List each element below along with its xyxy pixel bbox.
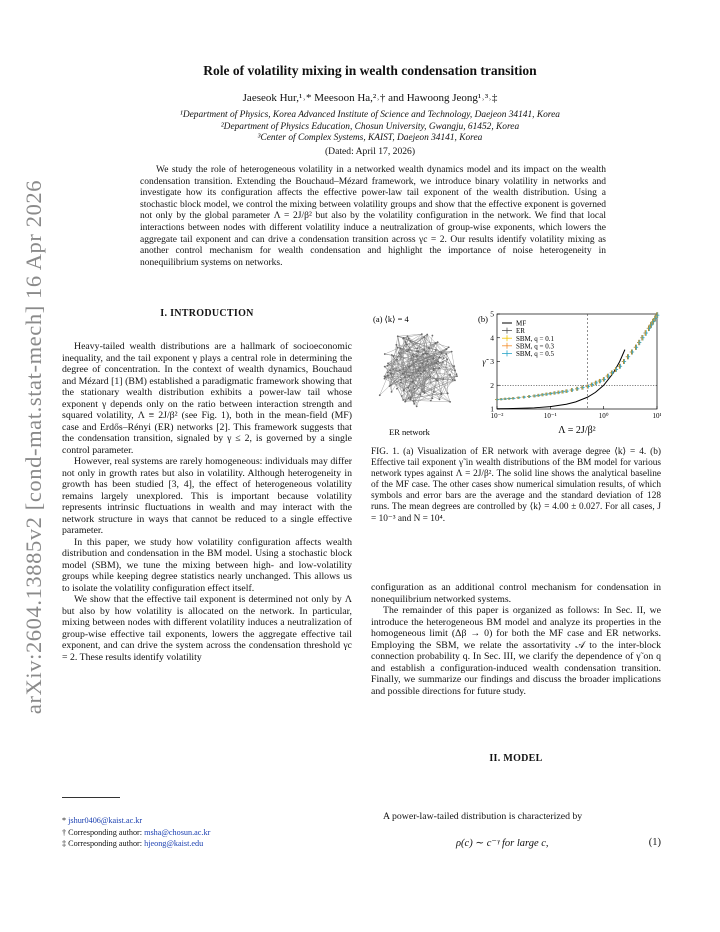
network-node (406, 350, 408, 352)
network-node (408, 349, 410, 351)
network-node (397, 335, 399, 337)
network-node (424, 353, 426, 355)
x-tick-label: 10⁰ (598, 412, 609, 420)
network-node (390, 384, 392, 386)
network-node (449, 374, 451, 376)
legend-label: SBM, q = 0.5 (516, 350, 554, 358)
network-node (443, 357, 445, 359)
network-edge (452, 352, 455, 366)
network-node (396, 388, 398, 390)
network-node (384, 366, 386, 368)
y-tick-label: 5 (490, 309, 494, 319)
email-link-1[interactable]: jshur0406@kaist.ac.kr (68, 816, 143, 825)
network-node (454, 379, 456, 381)
network-node (389, 369, 391, 371)
panel-b-label: (b) (478, 314, 488, 324)
network-node (416, 355, 418, 357)
network-node (404, 401, 406, 403)
legend-label: ER (516, 327, 525, 336)
network-node (433, 368, 435, 370)
legend-label: MF (516, 319, 527, 328)
network-node (390, 372, 392, 374)
network-node (411, 354, 413, 356)
tail-exponent-chart (482, 310, 661, 437)
y-tick-label: 4 (490, 333, 494, 343)
y-tick-label: 3 (490, 357, 494, 366)
network-node (439, 367, 441, 369)
network-node (413, 403, 415, 405)
network-node (456, 373, 458, 375)
y-axis-label: γ̃ (482, 356, 486, 367)
network-node (391, 354, 393, 356)
network-edge (435, 343, 448, 347)
footnote-3: ‡ Corresponding author: hjeong@kaist.edu (62, 839, 204, 848)
network-node (439, 356, 441, 358)
intro-paragraph-2: However, real systems are rarely homogeneous: individuals may differ not only in growth rates but also in volatility. Although heterogeneity in growth has been studied [3, 4], the effect of heterogeneous volatility remains largely unexplored. This is important because volatility represents intrinsic fluctuations in wealth and may interact with the network structure in ways that cannot be reduced to a single effective parameter. (62, 456, 352, 536)
network-node (426, 353, 428, 355)
network-node (446, 358, 448, 360)
figure-1-caption: FIG. 1. (a) Visualization of ER network with average degree ⟨k⟩ = 4. (b) Effective tail exponent γ̃ in wealth distributions of the BM model for various network types against Λ = 2J/β². The solid line shows the analytical baseline of the MF case. The other cases show numerical simulation results, of which symbols and error bars are the average and the standard deviation of 128 runs. The mean degrees are controlled by ⟨k⟩ = 4.00 ± 0.027. For all cases, J = 10⁻³ and N = 10⁴. (371, 447, 661, 524)
email-link-2[interactable]: msha@chosun.ac.kr (144, 827, 211, 837)
email-link-3[interactable]: hjeong@kaist.edu (144, 839, 204, 848)
network-node (424, 349, 426, 351)
equation-1-body: ρ(c) ∼ c⁻ᵞ for large c, (456, 838, 549, 849)
network-node (433, 391, 435, 393)
network-node (448, 346, 450, 348)
equation-1-number: (1) (648, 837, 661, 848)
network-node (429, 376, 431, 378)
network-node (441, 352, 443, 354)
network-node (384, 375, 386, 377)
affiliation-2: ²Department of Physics Education, Chosun University, Gwangju, 61452, Korea (220, 121, 520, 132)
section-heading-introduction: I. INTRODUCTION (160, 308, 254, 319)
network-node (433, 357, 435, 359)
intro-continued (371, 582, 661, 697)
network-node (402, 399, 404, 401)
intro-section (62, 308, 352, 663)
legend-label: SBM, q = 0.1 (516, 334, 554, 343)
paper-date: (Dated: April 17, 2026) (324, 146, 416, 157)
network-node (414, 388, 416, 390)
network-node (420, 373, 422, 375)
network-node (419, 394, 421, 396)
network-node (403, 390, 405, 392)
network-node (416, 347, 418, 349)
network-edge (398, 334, 422, 336)
network-node (401, 395, 403, 397)
network-node (387, 363, 389, 365)
network-node (446, 392, 448, 394)
network-node (426, 334, 428, 336)
affiliation-1: ¹Department of Physics, Korea Advanced Institute of Science and Technology, Daejeon 34141, Korea (180, 110, 560, 120)
network-node (379, 394, 381, 396)
network-node (424, 392, 426, 394)
figure-1-svg (371, 308, 661, 440)
network-node (439, 398, 441, 400)
network-node (452, 379, 454, 381)
network-node (387, 372, 389, 374)
network-node (442, 361, 444, 363)
network-node (399, 370, 401, 372)
network-node (453, 365, 455, 367)
network-node (418, 350, 420, 352)
network-node (410, 397, 412, 399)
network-node (408, 366, 410, 368)
network-node (398, 352, 400, 354)
panel-a-label: (a) ⟨k⟩ = 4 (373, 314, 409, 324)
intro-outline-paragraph: The remainder of this paper is organized as follows: In Sec. II, we introduce the heterogeneous BM model and analyze its properties in the homogeneous limit (Δβ → 0) for both the MF case and ER networks. Employing the SBM, we relate the assortativity 𝒜 to the inter-block connection probability q. In Sec. III, we clarify the dependence of γ̃ on q and establish a configuration-induced wealth condensation transition. Finally, we summarize our findings and discuss the broader implications and possible directions for future study. (371, 605, 661, 697)
network-node (432, 397, 434, 399)
network-node (422, 353, 424, 355)
x-tick-label: 10⁻¹ (543, 412, 557, 420)
network-node (409, 390, 411, 392)
network-node (430, 400, 432, 402)
model-intro-text: A power-law-tailed distribution is characterized by (383, 811, 583, 822)
network-node (407, 335, 409, 337)
network-edge (390, 336, 408, 386)
network-node (400, 348, 402, 350)
network-node (396, 359, 398, 361)
network-node (423, 336, 425, 338)
network-node (446, 353, 448, 355)
footnote-1: * jshur0406@kaist.ac.kr (62, 816, 143, 825)
network-node (397, 347, 399, 349)
network-node (408, 338, 410, 340)
intro-continued-paragraph: configuration as an additional control mechanism for condensation in nonequilibrium networked systems. (371, 582, 661, 605)
x-axis-label: Λ = 2J/β² (558, 425, 596, 436)
paper-title: Role of volatility mixing in wealth condensation transition (203, 63, 537, 78)
network-node (387, 365, 389, 367)
network-node (407, 397, 409, 399)
network-node (440, 393, 442, 395)
section-heading-model: II. MODEL (489, 753, 543, 764)
network-node (400, 381, 402, 383)
network-node (416, 405, 418, 407)
footnotes (62, 815, 210, 850)
network-node (451, 351, 453, 353)
network-node (409, 340, 411, 342)
network-node (391, 391, 393, 393)
network-node (409, 399, 411, 401)
network-node (384, 378, 386, 380)
network-node (404, 341, 406, 343)
network-node (437, 341, 439, 343)
panel-a-caption: ER network (389, 427, 430, 437)
network-node (404, 376, 406, 378)
network-node (392, 368, 394, 370)
network-node (419, 367, 421, 369)
legend-label: SBM, q = 0.3 (516, 342, 554, 351)
network-node (422, 363, 424, 365)
network-node (436, 362, 438, 364)
network-node (446, 348, 448, 350)
author-list: Jaeseok Hur,¹˒* Meesoon Ha,²˒† and Hawoong Jeong¹˒³˒‡ (242, 92, 498, 104)
arxiv-sidebar (14, 179, 54, 715)
network-node (412, 381, 414, 383)
network-node (449, 401, 451, 403)
network-node (435, 342, 437, 344)
network-node (413, 401, 415, 403)
network-node (437, 360, 439, 362)
abstract: We study the role of heterogeneous volatility in a networked wealth dynamics model and its impact on the wealth condensation transition. Extending the Bouchaud–Mézard framework, we introduce binary volatility in networks and investigate how its configuration affects the effective power-law tail exponent of the wealth distribution. Using a stochastic block model, we control the mixing between volatility groups and show that the effective exponent is governed not only by the global parameter Λ = 2J/β² but also by the volatility configuration in the network. We find that local interactions between nodes with different volatility induce a neutralization of group-wise exponents, which lowers the aggregate tail exponent and can drive a condensation transition across γc = 2. Our results identify volatility mixing as another control mechanism for wealth condensation and highlight the importance of noise heterogeneity in nonequilibrium systems on networks. (140, 165, 606, 268)
figure-1 (371, 308, 661, 440)
network-node (395, 344, 397, 346)
network-node (433, 370, 435, 372)
affiliations (100, 110, 640, 145)
y-tick-label: 1 (490, 404, 494, 414)
footnote-rule (62, 797, 120, 798)
er-network-visualization (379, 333, 458, 407)
network-node (392, 356, 394, 358)
network-node (407, 387, 409, 389)
intro-paragraph-3: In this paper, we study how volatility configuration affects wealth distribution and condensation in the BM model. Using a stochastic block model (SBM), we tune the mixing between high- and low-volatility groups while keeping degree statistics nearly unchanged. This allows us to isolate the volatility configuration effect itself. (62, 536, 352, 594)
network-node (387, 375, 389, 377)
network-node (428, 347, 430, 349)
network-node (408, 375, 410, 377)
network-node (454, 370, 456, 372)
network-node (427, 360, 429, 362)
network-node (402, 373, 404, 375)
network-node (406, 344, 408, 346)
network-node (423, 370, 425, 372)
footnote-2: † Corresponding author: msha@chosun.ac.kr (62, 827, 211, 837)
intro-paragraph-1: Heavy-tailed wealth distributions are a hallmark of socioeconomic inequality, and the tail exponent γ plays a central role in determining the degree of concentration. In the context of wealth dynamics, Bouchaud and Mézard [1] (BM) established a paradigmatic framework showing that the stationary wealth distribution exhibits a power-law tail whose exponent γ depends only on the ratio between interaction strength and squared volatility, Λ ≡ 2J/β² (see Fig. 1), both in the mean-field (MF) case and Erdős–Rényi (ER) networks [2]. This framework suggests that the condensation transition, signaled by γ ≤ 2, is governed by a single control parameter. (62, 341, 352, 456)
arxiv-id: arXiv:2604.13885v2 [cond-mat.stat-mech] 16 Apr 2026 (21, 179, 46, 715)
network-node (456, 375, 458, 377)
network-edge (427, 334, 446, 354)
network-node (402, 338, 404, 340)
network-node (435, 349, 437, 351)
network-node (413, 356, 415, 358)
network-node (442, 378, 444, 380)
y-tick-label: 2 (490, 380, 494, 390)
network-node (400, 379, 402, 381)
x-tick-label: 10¹ (652, 412, 661, 420)
intro-paragraph-4: We show that the effective tail exponent is determined not only by Λ but also by how volatility is allocated on the network. In particular, mixing between nodes with different volatility induces a neutralization of group-wise effective tail exponents, lowers the aggregate effective tail exponent, and can drive the system across the condensation threshold γc = 2. These results identify volatility (62, 594, 352, 663)
network-node (431, 335, 433, 337)
network-node (421, 333, 423, 335)
x-tick-label: 10⁻² (490, 412, 504, 420)
affiliation-3: ³Center of Complex Systems, KAIST, Daejeon 34141, Korea (257, 133, 483, 143)
network-node (437, 380, 439, 382)
network-node (384, 353, 386, 355)
network-node (417, 370, 419, 372)
